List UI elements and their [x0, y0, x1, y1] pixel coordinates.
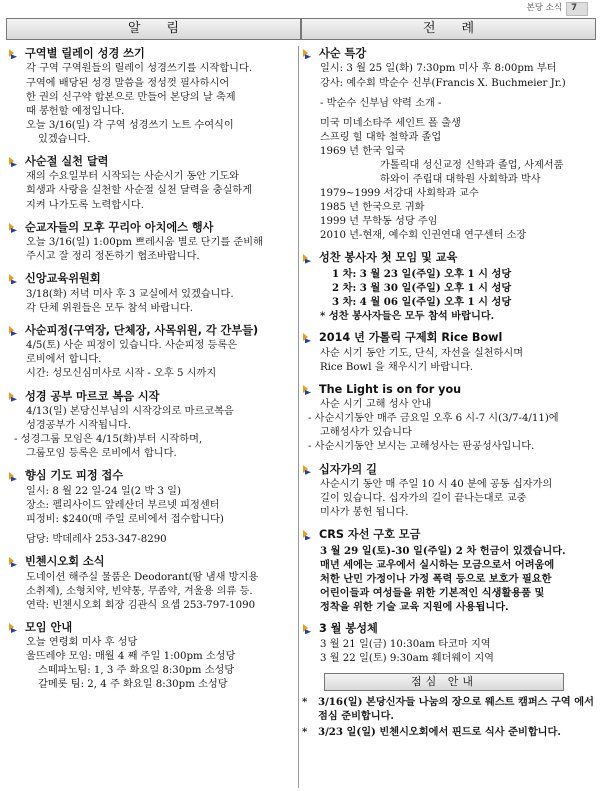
- right-section: [302, 462, 596, 521]
- section-title: [8, 46, 295, 61]
- left-section: [8, 468, 295, 547]
- body-line: 울뜨레야 모임: 매월 4 째 주일 1:00pm 소성당: [26, 651, 236, 663]
- body-line: 1969 년 한국 입국: [320, 145, 405, 157]
- section-title: [302, 250, 596, 265]
- body-line: - 사순시기동안 매주 금요일 오후 6 시-7 시(3/7-4/11)에: [308, 413, 559, 425]
- lunch-notice-item: [302, 695, 596, 723]
- body-line: 3/18(화) 저녁 미사 후 3 교실에서 있겠습니다.: [26, 288, 234, 300]
- body-line: 시간: 성모신심미사로 시작 - 오후 5 시까지: [26, 368, 217, 380]
- lunch-notice-title: 점심 안내: [324, 673, 564, 691]
- body-line: 피정비: $240(매 주일 로비에서 접수합니다): [26, 513, 224, 525]
- body-line: 가톨릭대 성신교정 신학과 졸업, 사제서품: [380, 159, 564, 171]
- section-title-text: 성경 공부 마르코 복음 시작: [25, 389, 160, 403]
- section-body: [8, 62, 295, 146]
- section-body: [302, 638, 596, 666]
- section-title: [8, 554, 295, 569]
- bullet-icon: [302, 253, 313, 264]
- body-line: 미사가 봉헌 됩니다.: [320, 507, 409, 519]
- body-line: 4/5(토) 사순 피정이 있습니다. 사순피정 등록은: [26, 340, 238, 352]
- bullet-icon: [8, 222, 19, 233]
- body-line: 3 차: 4 월 06 일(주일) 오후 1 시 성당: [332, 296, 512, 308]
- body-line: 있겠습니다.: [38, 133, 91, 145]
- section-title-text: 빈첸시오회 소식: [25, 555, 105, 569]
- section-title-text: 구역별 릴레이 성경 쓰기: [25, 47, 145, 60]
- bullet-icon: [8, 156, 19, 167]
- header-liturgy: 전례: [301, 18, 596, 40]
- section-body: [302, 478, 596, 520]
- body-line: 장소: 펠리사이드 앞레산더 부르넷 피정센터: [26, 499, 220, 511]
- section-body: [8, 485, 295, 547]
- body-line: 2010 년-현재, 예수회 인권연대 연구센터 소장: [320, 230, 527, 242]
- section-title-text: 향심 기도 피정 접수: [25, 469, 124, 483]
- section-body: [8, 288, 295, 316]
- bullet-icon: [8, 48, 19, 59]
- bullet-icon: [8, 391, 19, 402]
- column-headers: [6, 18, 596, 40]
- body-line: - 박순수 신부님 약력 소개 -: [320, 97, 442, 109]
- section-title: [8, 620, 295, 635]
- body-line: 1979~1999 서강대 사회학과 교수: [320, 188, 479, 200]
- bullet-icon: [302, 464, 313, 475]
- section-title: [302, 382, 596, 397]
- section-title-text: 2014 년 가톨릭 구제회 Rice Bowl: [319, 331, 503, 345]
- body-line: 한 권의 신구약 합본으로 만들어 본당의 날 축제: [26, 91, 236, 103]
- body-line: 스떼파노팀: 1, 3 주 화요일 8:30pm 소성당: [38, 665, 235, 677]
- page-number: 7: [566, 2, 588, 16]
- body-line: 로비에서 합니다.: [26, 354, 102, 366]
- section-title: [8, 220, 295, 235]
- section-title-text: 십자가의 길: [319, 462, 377, 476]
- body-line: 사순 시기 동안 기도, 단식, 자선을 실천하시며: [320, 347, 524, 359]
- section-title: [302, 462, 596, 477]
- body-line: 처한 난민 가정이나 가정 폭력 등으로 보호가 필요한: [320, 572, 552, 585]
- page-section-label: 본당 소식: [526, 3, 563, 13]
- body-line: 1999 년 무학동 성당 주임: [320, 216, 438, 228]
- bullet-icon: [302, 529, 313, 540]
- body-line: * 성찬 봉사자들은 모두 참석 바랍니다.: [320, 310, 495, 323]
- body-line: 3 월 21 일(금) 10:30am 타코마 지역: [320, 638, 491, 650]
- section-body: [8, 405, 295, 461]
- right-section: [302, 621, 596, 666]
- body-line: 희생과 사랑을 실천할 사순절 실천 달력을 충실하게: [26, 185, 253, 197]
- body-line: 미국 미네소타주 세인트 폴 출생: [320, 117, 461, 129]
- section-title-text: 사순 특강: [319, 47, 367, 60]
- body-line: - 사순시기동안 보시는 고해성사는 판공성사입니다.: [308, 441, 535, 453]
- body-line: 어린이들과 여성들을 위한 기본적인 식생활용품 및: [320, 586, 545, 599]
- section-body: [302, 398, 596, 454]
- body-line: 하와이 주립대 대학원 사회학과 박사: [380, 174, 541, 185]
- body-line: 각 단체 위원들은 모두 참석 바랍니다.: [26, 302, 194, 314]
- body-line: 주시고 잘 정리 정돈하기 협조바랍니다.: [26, 251, 200, 263]
- section-title-text: 신앙교육위원회: [25, 272, 101, 286]
- body-line: 구역에 배당된 성경 말씀을 정성껏 필사하시어: [26, 77, 230, 89]
- section-title-text: 사순피정(구역장, 단체장, 사목위원, 각 간부들): [25, 323, 259, 337]
- body-line: 일시: 8 월 22 일-24 일(2 박 3 일): [26, 485, 181, 497]
- body-line: 그룹모임 등록은 로비에서 합니다.: [26, 448, 177, 460]
- body-line: 고해성사가 있습니다: [320, 427, 412, 439]
- section-title: [8, 389, 295, 404]
- lunch-notice-text: 3/16(일) 본당신자들 나눔의 장으로 웨스트 캠퍼스 구역 에서 점심 준비합니다.: [318, 695, 594, 722]
- bullet-icon: [8, 556, 19, 567]
- section-body: [8, 636, 295, 692]
- section-title-text: The Light is on for you: [319, 382, 462, 396]
- left-section: [8, 271, 295, 316]
- liturgy-column: [302, 46, 596, 788]
- body-line: 강사: 예수회 박순수 신부(Francis X. Buchmeier Jr.): [320, 77, 566, 89]
- body-line: 일시: 3 월 25 일(화) 7:30pm 미사 후 8:00pm 부터: [320, 63, 557, 75]
- body-line: 재의 수요일부터 시작되는 사순시기 동안 기도와: [26, 171, 240, 183]
- section-title: [8, 323, 295, 338]
- section-body: [302, 267, 596, 323]
- section-body: [8, 571, 295, 613]
- body-line: 담당: 박데레사 253-347-8290: [26, 533, 167, 545]
- bullet-icon: [8, 273, 19, 284]
- body-line: 성경공부가 시작됩니다.: [26, 420, 131, 432]
- right-section: [302, 46, 596, 243]
- body-line: 사순 시기 고해 성사 안내: [320, 399, 432, 411]
- section-title-text: CRS 자선 구호 모금: [319, 528, 421, 542]
- body-line: 4/13(일) 본당신부님의 시작강의로 마르코복음: [26, 405, 234, 417]
- left-section: [8, 154, 295, 213]
- section-title-text: 사순절 실천 달력: [25, 154, 109, 168]
- body-line: 사순시기 동안 매 주일 10 시 40 분에 공동 십자가의: [320, 478, 553, 490]
- liturgy-sections: [302, 46, 596, 666]
- section-body: [302, 544, 596, 614]
- asterisk-icon: *: [302, 695, 308, 708]
- body-line: 오늘 연령회 미사 후 성당: [26, 637, 138, 649]
- body-line: 매년 세에는 교우에서 실시하는 모금으로서 어려움에: [320, 558, 555, 571]
- section-title: [302, 330, 596, 345]
- body-line: 정착을 위한 기술 교육 지원에 사용됩니다.: [320, 600, 509, 613]
- body-line: 스프링 힐 대학 철학과 졸업: [320, 131, 442, 143]
- bullet-icon: [302, 48, 313, 59]
- lunch-notice-text: 3/23 일(일) 빈첸시오회에서 핀드로 식사 준비합니다.: [318, 725, 561, 738]
- section-body: [8, 236, 295, 264]
- section-title: [302, 621, 596, 636]
- right-section: [302, 250, 596, 323]
- body-line: 도네이션 해주실 물품은 Deodorant(땀 냄새 방지용: [26, 571, 259, 583]
- body-line: 3 월 29 일(토)-30 일(주일) 2 차 헌금이 있겠습니다.: [320, 544, 566, 557]
- body-line: 지켜 나가도록 노력합시다.: [26, 199, 144, 211]
- bullet-icon: [302, 384, 313, 395]
- section-title-text: 모임 안내: [25, 620, 73, 634]
- section-title-text: 성찬 봉사자 첫 모임 및 교육: [319, 251, 458, 265]
- body-line: 연락: 빈첸시오회 회장 김관식 요셉 253-797-1090: [26, 599, 256, 611]
- left-section: [8, 46, 295, 147]
- body-line: - 성경그룹 모임은 4/15(화)부터 시작하며,: [14, 434, 203, 446]
- bullet-icon: [302, 623, 313, 634]
- body-line: 2 차: 3 월 30 일(주일) 오후 1 시 성당: [332, 281, 512, 294]
- left-section: [8, 620, 295, 693]
- asterisk-icon: *: [302, 725, 308, 738]
- column-divider: [298, 46, 299, 788]
- left-section: [8, 554, 295, 613]
- body-line: 갈메롯 팀: 2, 4 주 화요일 8:30pm 소성당: [38, 679, 228, 691]
- section-body: [302, 347, 596, 375]
- bullet-icon: [8, 622, 19, 633]
- lunch-notice-item: [302, 725, 596, 739]
- right-section: [302, 527, 596, 614]
- left-section: [8, 389, 295, 462]
- body-line: 각 구역 구역원들의 릴레이 성경쓰기를 시작합니다.: [26, 63, 253, 75]
- body-line: 1 차: 3 월 23 일(주일) 오후 1 시 성당: [332, 267, 512, 280]
- section-body: [302, 62, 596, 243]
- header-announcements: 알림: [6, 18, 301, 40]
- bullet-icon: [8, 471, 19, 482]
- section-title: [8, 154, 295, 169]
- body-line: 1985 년 한국으로 귀화: [320, 202, 425, 214]
- body-line: Rice Bowl 을 채우시기 바랍니다.: [320, 361, 474, 373]
- section-title: [8, 271, 295, 286]
- lunch-notice-list: [302, 695, 596, 739]
- bullet-icon: [8, 325, 19, 336]
- right-section: [302, 382, 596, 455]
- right-section: [302, 330, 596, 375]
- section-title-text: 3 월 봉성체: [319, 622, 378, 636]
- left-section: [8, 323, 295, 382]
- section-title: [8, 468, 295, 483]
- body-line: 소취제), 소형치약, 빈약통, 무좀약, 겨울용 의류 등.: [26, 585, 253, 597]
- body-line: 3 월 22 일(토) 9:30am 훼더웨이 지역: [320, 652, 495, 664]
- section-title-text: 순교자들의 모후 꾸리아 아치에스 행사: [25, 220, 214, 234]
- announcements-column: [8, 46, 295, 788]
- section-body: [8, 170, 295, 212]
- section-title: [302, 46, 596, 61]
- page-tag: [527, 2, 588, 16]
- section-title: [302, 527, 596, 542]
- left-section: [8, 220, 295, 265]
- body-line: 오늘 3/16(일) 1:00pm 쁘레시움 별로 단기를 준비해: [26, 237, 263, 249]
- body-line: 때 봉헌할 예정입니다.: [26, 105, 125, 117]
- body-line: 길이 있습니다. 십자가의 길이 끝나는대로 교중: [320, 493, 527, 505]
- section-body: [8, 339, 295, 381]
- bullet-icon: [302, 332, 313, 343]
- body-line: 오늘 3/16(일) 각 구역 성경쓰기 노트 수여식이: [26, 119, 234, 131]
